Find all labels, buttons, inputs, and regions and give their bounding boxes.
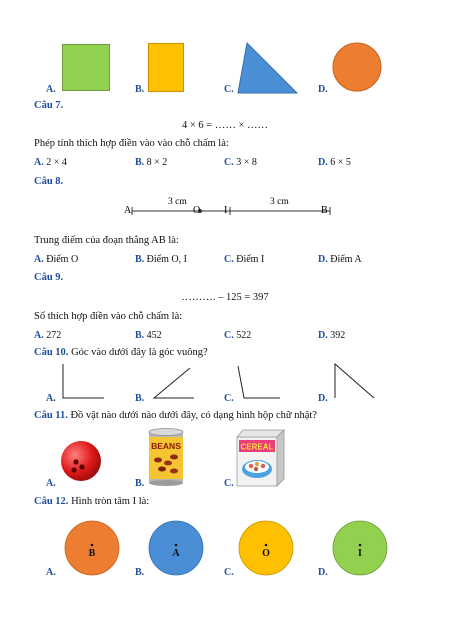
q12-option-d[interactable]: D. [318,567,328,578]
q10-option-d[interactable]: D. [318,393,328,404]
q9-option-c-label: C. [224,330,234,341]
q11-option-b[interactable]: B. [135,478,145,489]
angle-a-right [60,362,110,402]
circle-a [148,520,204,576]
q11-option-a[interactable]: A. [46,478,56,489]
bowling-ball-image [60,440,102,482]
q10-title: Câu 10. [34,347,69,358]
angle-c-obtuse [236,362,286,402]
q7-prompt: Phép tính thích hợp điền vào vào chỗ chấm là: [34,138,229,149]
angle-b-acute [146,362,196,402]
label-point-b: B [321,205,328,216]
q9-title: Câu 9. [34,272,64,283]
cereal-box-image [236,429,286,487]
q8-option-d-label: D. [318,254,328,265]
circle-b-center [91,544,94,547]
q7-option-d[interactable] [318,157,351,168]
q6-option-d[interactable]: D. [318,84,328,95]
q12-heading [34,496,149,507]
q10-question: Góc vào dưới đây là góc vuông? [71,347,208,358]
q8-option-b-label: B. [135,254,145,265]
q9-option-b[interactable] [135,330,162,341]
q9-option-c-text: 522 [236,330,252,341]
q9-option-c[interactable] [224,330,251,341]
q7-option-c-label: C. [224,157,234,168]
q8-option-c-label: C. [224,254,234,265]
circle-shape [332,42,382,92]
label-point-a: A [124,205,132,216]
q6-option-a[interactable]: A. [46,84,56,95]
q7-title: Câu 7. [34,100,64,111]
q11-option-c[interactable]: C. [224,478,234,489]
q10-heading [34,347,208,358]
q9-option-d[interactable] [318,330,345,341]
q8-title: Câu 8. [34,176,64,187]
circle-i-letter: I [358,548,362,559]
circle-a-letter: A [172,548,180,559]
q10-option-a[interactable]: A. [46,393,56,404]
q12-option-a[interactable]: A. [46,567,56,578]
q7-option-b[interactable] [135,157,167,168]
circle-o-center [265,544,268,547]
q8-option-b[interactable] [135,254,187,265]
q8-option-b-text: Điểm O, I [146,254,187,265]
q8-option-a[interactable] [34,254,78,265]
circle-o-letter: O [262,548,270,559]
q11-question: Đồ vật nào dưới nào dưới đây, có dạng hình hộp chữ nhật? [70,410,317,421]
angle-d-acute [330,362,380,402]
triangle-shape [237,42,299,94]
q12-option-b[interactable]: B. [135,567,145,578]
q9-option-b-label: B. [135,330,145,341]
q9-option-b-text: 452 [146,330,162,341]
q8-option-c-text: Điểm I [236,254,265,265]
q7-option-b-text: 8 × 2 [146,157,168,168]
beans-can-label: BEANS [151,441,181,451]
q12-title: Câu 12. [34,496,69,507]
q8-option-d-text: Điểm A [330,254,362,265]
q8-option-d[interactable] [318,254,362,265]
cereal-box-label: CEREAL [240,442,274,452]
label-point-o: O [193,205,201,216]
q7-option-a-label: A. [34,157,44,168]
q9-prompt: Số thích hợp điền vào chỗ chấm là: [34,311,183,322]
q10-option-c[interactable]: C. [224,393,234,404]
circle-b-letter: B [88,548,96,559]
q7-option-a[interactable] [34,157,67,168]
q11-heading [34,410,317,421]
circle-b [64,520,120,576]
q7-option-c-text: 3 × 8 [236,157,257,168]
q7-option-c[interactable] [224,157,257,168]
q12-question: Hình tròn tâm I là: [71,496,150,507]
q9-option-d-label: D. [318,330,328,341]
q9-option-a[interactable] [34,330,61,341]
length-ib: 3 cm [270,197,289,207]
circle-o [238,520,294,576]
q6-option-c[interactable]: C. [224,84,234,95]
q7-option-d-label: D. [318,157,328,168]
q8-option-a-text: Điểm O [46,254,79,265]
q7-option-b-label: B. [135,157,145,168]
beans-can-image [148,428,184,486]
square-shape [62,44,110,92]
q7-option-d-text: 6 × 5 [330,157,351,168]
rectangle-shape [148,43,184,93]
q6-option-b[interactable]: B. [135,84,145,95]
circle-i-center [359,544,362,547]
segment-ab-diagram [0,193,450,223]
q12-option-c[interactable]: C. [224,567,234,578]
q9-equation: ………. – 125 = 397 [181,292,269,303]
q10-option-b[interactable]: B. [135,393,145,404]
q8-option-a-label: A. [34,254,44,265]
q7-equation: 4 × 6 = …… × …… [181,120,268,131]
circle-i [332,520,388,576]
q9-option-d-text: 392 [330,330,346,341]
q11-title: Câu 11. [34,410,68,421]
q8-prompt: Trung điểm của đoạn thẳng AB là: [34,235,179,246]
q8-option-c[interactable] [224,254,264,265]
q9-option-a-label: A. [34,330,44,341]
length-ai: 3 cm [168,197,187,207]
label-point-i: I [224,205,228,216]
q7-option-a-text: 2 × 4 [46,157,67,168]
q9-option-a-text: 272 [46,330,62,341]
circle-a-center [175,544,178,547]
